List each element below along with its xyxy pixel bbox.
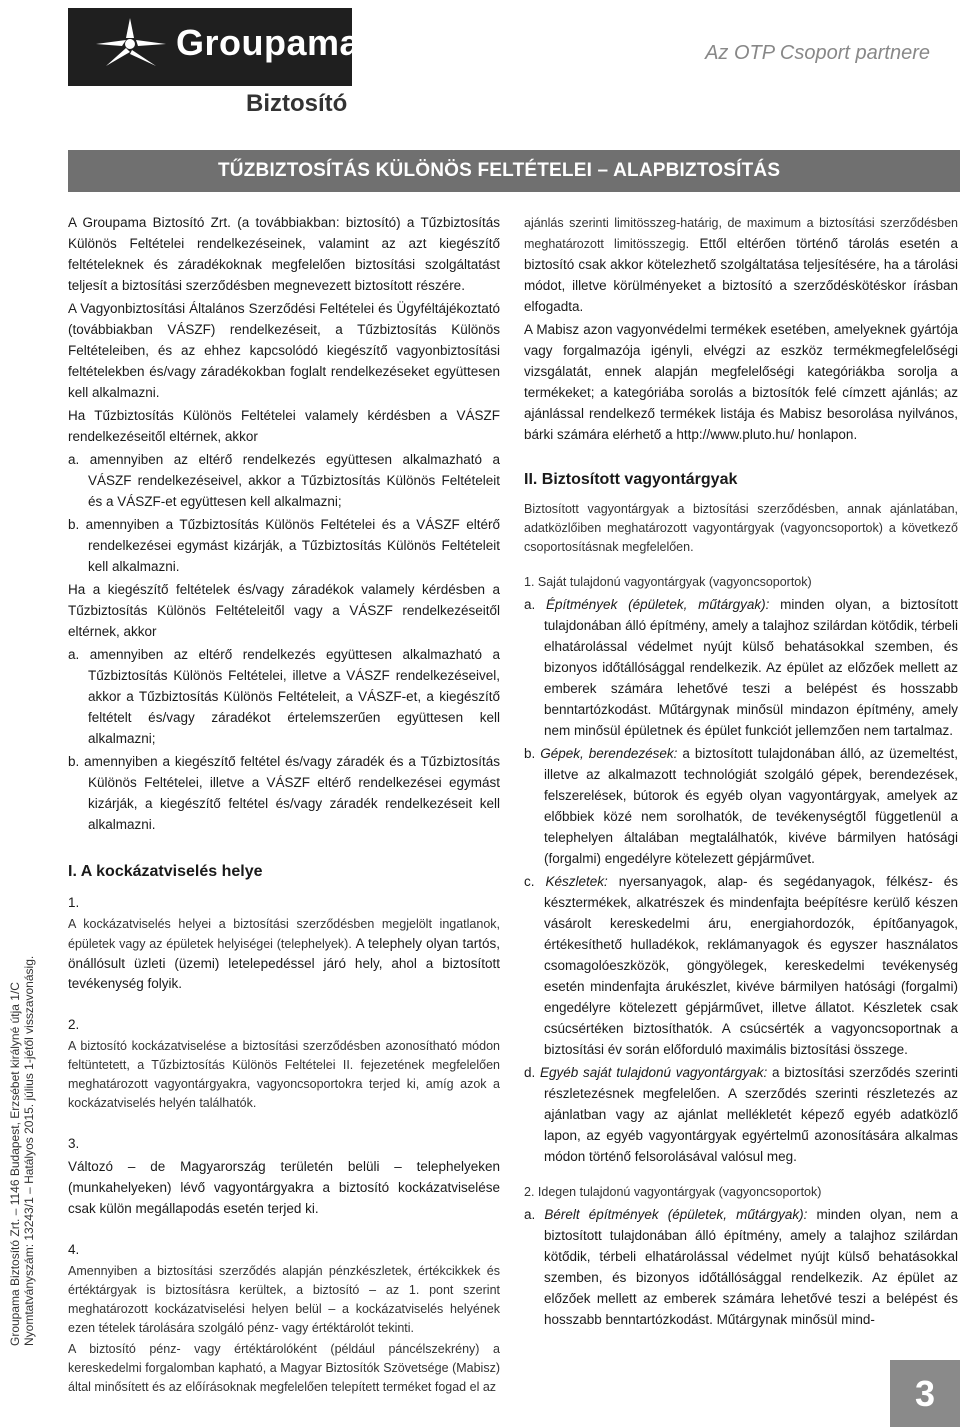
point-number-3: 3. — [68, 1136, 80, 1151]
point-number-1: 1. — [68, 895, 80, 910]
asset-item-d: d. Egyéb saját tulajdonú vagyontárgyak: a biztosítási szerződés szerinti részletezésnek megfelelően. A szerződés szerinti részletezés az ajánlatban vagy az ajánlat mellékletét képező egyéb adatközlő lapon, az egyéb vagyontárgyak egyértelmű azonosítására alkalmas módon történő felsorolásával valósul meg. — [524, 1065, 958, 1164]
logo-text: Groupama — [176, 22, 361, 63]
point-number-2: 2. — [68, 1017, 80, 1032]
supplement-paragraph: Ha a kiegészítő feltételek és/vagy záradékok valamely kérdésben a Tűzbiztosítás Különös Feltételeitől vagy a VÁSZF rendelkezéseitől eltérnek, akkor — [68, 582, 500, 639]
point-1-text: A kockázatviselés helyei a biztosítási szerződésben megjelölt ingatlanok, épületek vagy az épületek helyiségei (telephelyek). A telephely olyan tartós, önállósult üzleti (üzemi) letelepedéssel járó hely, ahol a biztosított tevékenység folyik. — [68, 917, 500, 991]
point-2-text: A biztosító kockázatviselése a biztosítási szerződésben azonosítható módon feltüntetett, a Tűzbiztosítás Különös Feltételei II. fejezetének megfelelően meghatározott vagyontárgyakra, vagyoncsoportokra terjed ki, amíg azok a kockázatviselés helyén találhatók. — [68, 1039, 500, 1110]
vaszf-paragraph: A Vagyonbiztosítási Általános Szerződési Feltételei és Ügyféltájékoztató (továbbiakban VÁSZF) rendelkezéseit, a Tűzbiztosítás Különös Feltételeiben, és az ehhez kapcsolódó kiegészítő vagyonbiztosítási feltételekben és/vagy záradékokban foglalt rendelkezéseket együttesen kell alkalmazni. — [68, 301, 500, 400]
own-assets-heading: 1. Saját tulajdonú vagyontárgyak (vagyoncsoportok) — [524, 575, 812, 589]
side-company-info: Groupama Biztosító Zrt. – 1146 Budapest, Erzsébet királyné útja 1/C Nyomtatványszám: 13243/1 – Hatályos 2015. július 1-jétől visszavonásig. — [8, 955, 36, 1346]
asset-item-c: c. Készletek: nyersanyagok, alap- és segédanyagok, félkész- és késztermékek, alkatrészek és mindenfajta beépítésre kerülő készen vásárolt kereskedelmi áru, energiahordozók, építőanyagok, értékesíthető hulladékok, reklámanyagok és egyszer használatos csomagolóeszközök, göngyölegek, kereskedelmi tevékenység esetén mindenfajta árukészlet, kivéve bármilyen hatósági (forgalmi) engedélyre kötelezett gépjárművet, illetve állatot. Készletek csak csúcsértéken biztosíthatók. A csúcsérték a vagyoncsoportnak a biztosítási év során előforduló maximális biztosítási összege. — [524, 874, 958, 1057]
supplement-item-a: a. amennyiben az eltérő rendelkezés együttesen alkalmazható a Tűzbiztosítás Különös Feltételei, illetve a VÁSZF rendelkezéseivel, akkor a Tűzbiztosítás Különös Feltételeit, a VÁSZF-et, a kiegészítő feltételt és/vagy záradékot értelemszerűen együttesen kell alkalmazni; — [68, 647, 500, 746]
intro-paragraph: A Groupama Biztosító Zrt. (a továbbiakban: biztosító) a Tűzbiztosítás Különös Feltételei rendelkezéseinek, valamint az azt kiegészítő feltételeknek és záradékoknak megfelelően biztosítási szolgáltatást teljesít a biztosítási szerződésben megnevezett biztosított részére. — [68, 215, 500, 293]
conflict-paragraph: Ha Tűzbiztosítás Különös Feltételei valamely kérdésben a VÁSZF rendelkezéseitől eltérnek, akkor — [68, 408, 500, 444]
supplement-item-b: b. amennyiben a kiegészítő feltétel és/vagy záradék és a Tűzbiztosítás Különös Feltételei, illetve a VÁSZF eltérő rendelkezései egymást kizárják, a kiegészítő feltétel és/vagy záradék rendelkezéseit kell alkalmazni. — [68, 754, 500, 832]
right-column — [524, 212, 958, 1332]
mabisz-paragraph: A Mabisz azon vagyonvédelmi termékek esetében, amelyeknek gyártója vagy forgalmazója igényli, elvégzi az eszköz termékmegfelelőségi vizsgálatát, ennek alapján megfelelőségi kategóriákba sorolja a termékeket; a kategóriába sorolás a biztosítók felé címzett ajánlás; az ajánlással rendelkező termékek listája és Mabisz besorolása nyilvános, bárki számára elérhető a http://www.pluto.hu/ honlapon. — [524, 322, 958, 442]
point-number-4: 4. — [68, 1242, 80, 1257]
page-title: TŰZBIZTOSÍTÁS KÜLÖNÖS FELTÉTELEI – ALAPBIZTOSÍTÁS — [218, 160, 781, 181]
point-4-text: Amennyiben a biztosítási szerződés alapján pénzkészletek, értékcikkek és értéktárgyak is biztosításra kerültek, a biztosító – az 1. pont szerint meghatározott kockázatviselési helyen belül – a kockázatviselés helyének ezen tételek tárolására szolgáló pénz- vagy értéktárolót tekinti. — [68, 1264, 500, 1335]
point-4-text-cont: A biztosító pénz- vagy értéktárolóként (például páncélszekrény) a kereskedelmi forgalomban kapható, a Magyar Biztosítók Szövetsége (Mabisz) által minősített és az előírásoknak megfelelően telepített terméket fogad el az — [68, 1342, 500, 1394]
left-column — [68, 212, 500, 1399]
groupama-logo — [68, 8, 361, 86]
asset-item-b: b. Gépek, berendezések: a biztosított tulajdonában álló, az üzemeltést, illetve az alkalmazott technológiát szolgáló gépek, berendezések, felszerelések, bútorok és egyéb olyan vagyontárgyak, amelyek az előbbiek közé nem sorolhatók, de tevékenységtől függetlenül a telephelyen általában megtalálhatók, kivéve bármilyen hatósági (forgalmi) engedélyre kötelezett gépjárművet. — [524, 746, 958, 866]
point-3-text: Változó – de Magyarország területén belüli – telephelyeken (munkahelyeken) lévő vagyontárgyakra a biztosító kockázatviselése csak külön megállapodás esetén terjed ki. — [68, 1159, 500, 1216]
section-heading-1: I. A kockázatviselés helye — [68, 863, 263, 880]
limit-paragraph: ajánlás szerinti limitösszeg-határig, de maximum a biztosítási szerződésben meghatározott limitösszegig. Ettől eltérően történő tárolás esetén a biztosító csak akkor kötelezhető szolgáltatása teljesítésére, ha a tárolási módot, illetve körülményeket a biztosító a szerződéskötéskor írásban elfogadta. — [524, 216, 958, 314]
logo-mark-icon — [86, 14, 172, 80]
page-number: 3 — [890, 1360, 960, 1427]
conflict-item-a: a. amennyiben az eltérő rendelkezés együttesen alkalmazható a VÁSZF rendelkezéseivel, akkor a Tűzbiztosítás Különös Feltételeit és a VÁSZF-et együttesen kell alkalmazni; — [68, 452, 500, 509]
partner-text: Az OTP Csoport partnere — [705, 42, 930, 64]
conflict-item-b: b. amennyiben a Tűzbiztosítás Különös Feltételei és a VÁSZF eltérő rendelkezései egymást kizárják, a Tűzbiztosítás Különös Feltételeit kell alkalmazni. — [68, 517, 500, 574]
section-heading-2: II. Biztosított vagyontárgyak — [524, 471, 738, 488]
assets-intro: Biztosított vagyontárgyak a biztosítási szerződésben, annak ajánlatában, adatközlőiben meghatározott vagyontárgyak (vagyoncsoportok) a következő csoportosításnak megfelelően. — [524, 502, 958, 554]
logo-subtitle: Biztosító — [246, 90, 348, 117]
foreign-assets-heading: 2. Idegen tulajdonú vagyontárgyak (vagyoncsoportok) — [524, 1185, 822, 1199]
asset-item-a: a. Építmények (épületek, műtárgyak): minden olyan, a biztosított tulajdonában álló építmény, amely a talajhoz szilárdan kötődik, térbeli elhatárolással védelmet nyújt külső behatásokkal szemben, és bizonyos időtállósággal rendelkezik. Az épület az előzőek mellett az emberek számára lehetővé teszi a belépést és hosszabb benntartózkodást. Műtárgynak minősül mindazon építmény, amely nem minősül épületnek és épület funkciót jellemzően nem tartalmaz. — [524, 597, 958, 738]
foreign-asset-item-a: a. Bérelt építmények (épületek, műtárgyak): minden olyan, nem a biztosított tulajdonában álló építmény, amely a talajhoz szilárdan kötődik, térbeli elhatárolással védelmet nyújt külső behatásokkal szemben, és bizonyos időtállósággal rendelkezik. Az épület az előzőek mellett az emberek számára lehetővé teszi a belépést és hosszabb benntartózkodást. Műtárgynak minősül mind- — [524, 1207, 958, 1327]
